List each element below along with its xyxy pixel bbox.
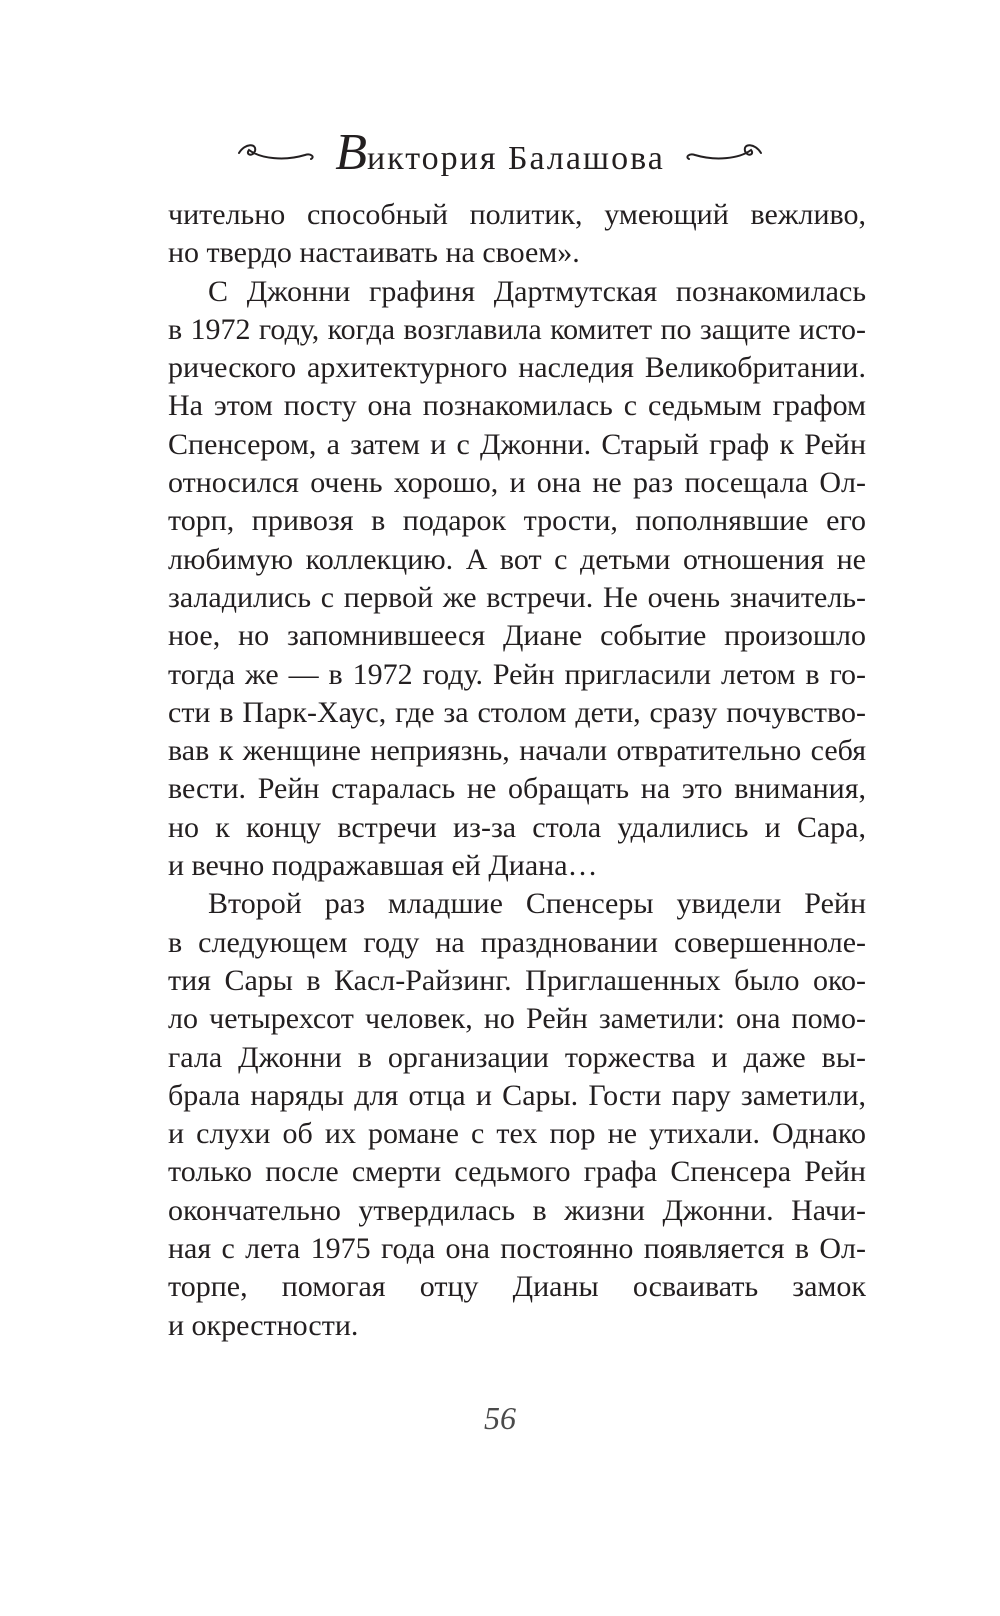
text-line: брала наряды для отца и Сары. Гости пару заметили, — [168, 1078, 866, 1112]
text-line: заладились с первой же встречи. Не очень значитель- — [168, 580, 866, 614]
author-initial: В — [335, 123, 367, 181]
text-line: любимую коллекцию. А вот с детьми отношения не — [168, 542, 866, 576]
body-text — [168, 196, 866, 1345]
text-line: рического архитектурного наследия Великобритании. — [168, 351, 866, 385]
author-name-rest: иктория Балашова — [366, 139, 665, 177]
left-flourish-ornament — [235, 137, 321, 167]
text-line: ло четырехсот человек, но Рейн заметили: она помо- — [168, 1002, 866, 1036]
text-line: вести. Рейн старалась не обращать на это внимания, — [168, 772, 866, 806]
text-line: гала Джонни в организации торжества и даже вы- — [168, 1040, 866, 1074]
text-line: сти в Парк-Хаус, где за столом дети, сразу почувство- — [168, 695, 866, 729]
text-line: относился очень хорошо, и она не раз посещала Ол- — [168, 466, 866, 500]
text-line: но твердо настаивать на своем». — [168, 236, 580, 270]
text-line: С Джонни графиня Дартмутская познакомилась — [208, 274, 866, 308]
text-line: На этом посту она познакомилась с седьмым графом — [168, 389, 866, 423]
text-line: и окрестности. — [168, 1308, 359, 1342]
text-line: торпе, помогая отцу Дианы осваивать замок — [168, 1270, 866, 1304]
text-line: тогда же — в 1972 году. Рейн пригласили летом в го- — [168, 657, 866, 691]
text-line: окончательно утвердилась в жизни Джонни. Начи- — [168, 1193, 866, 1227]
text-line: торп, привозя в подарок трости, пополнявшие его — [168, 504, 866, 538]
text-line: в следующем году на праздновании совершенноле- — [168, 925, 866, 959]
text-line: и вечно подражавшая ей Диана… — [168, 849, 598, 883]
page-number: 56 — [484, 1400, 516, 1436]
text-line: чительно способный политик, умеющий вежливо, — [168, 198, 866, 231]
running-header — [0, 112, 1000, 192]
text-line: в 1972 году, когда возглавила комитет по защите исто- — [168, 312, 866, 346]
text-line: только после смерти седьмого графа Спенсера Рейн — [168, 1155, 866, 1189]
text-line: ная с лета 1975 года она постоянно появляется в Ол- — [168, 1232, 866, 1266]
text-line: вав к женщине неприязнь, начали отвратительно себя — [168, 734, 866, 768]
author-name — [335, 123, 665, 182]
text-line: и слухи об их романе с тех пор не утихали. Однако — [168, 1117, 866, 1151]
text-line: Спенсером, а затем и с Джонни. Старый граф к Рейн — [168, 427, 866, 461]
right-flourish-ornament — [679, 137, 765, 167]
text-line: Второй раз младшие Спенсеры увидели Рейн — [208, 887, 866, 921]
text-line: но к концу встречи из-за стола удалились и Сара, — [168, 810, 866, 844]
text-line: ное, но запомнившееся Диане событие произошло — [168, 619, 866, 653]
text-line: тия Сары в Касл-Райзинг. Приглашенных было око- — [168, 963, 866, 997]
